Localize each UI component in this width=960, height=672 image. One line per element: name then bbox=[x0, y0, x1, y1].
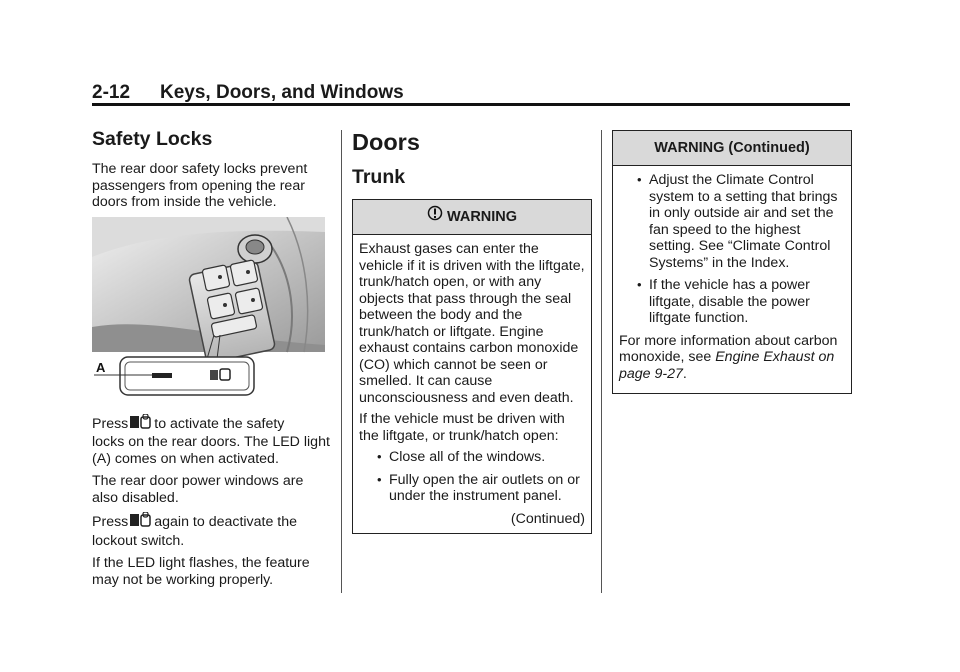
safety-locks-para-3: lockout switch. bbox=[92, 532, 185, 549]
engine-exhaust-link[interactable]: Engine Exhaust on page 9-27 bbox=[619, 349, 835, 382]
list-item: • If the vehicle has a power liftgate, disable the power liftgate function. bbox=[619, 277, 845, 327]
warning-continued-box bbox=[612, 130, 852, 394]
press-word-1: Press bbox=[92, 415, 129, 432]
list-item: • Fully open the air outlets on or under the instrument panel. bbox=[359, 472, 585, 505]
warning-continued-bullets bbox=[619, 172, 845, 327]
safety-locks-para-2: The rear door power windows are also disabled. bbox=[92, 473, 304, 506]
reference-end-text: . bbox=[682, 365, 687, 382]
warning-box bbox=[352, 199, 592, 534]
list-item: • Close all of the windows. bbox=[359, 449, 585, 466]
press-rest-1: to activate the safety bbox=[154, 415, 285, 432]
list-item: • Adjust the Climate Control system to a setting that brings in only outside air and set the fan speed to the highest setting. See “Climate Control Systems” in the Index. bbox=[619, 172, 845, 271]
column-divider-1 bbox=[341, 130, 342, 593]
safety-locks-para-1: locks on the rear doors. The LED light (A) comes on when activated. bbox=[92, 434, 330, 467]
column-doors bbox=[352, 127, 592, 534]
continued-note: (Continued) bbox=[510, 510, 585, 527]
warning-body bbox=[353, 235, 591, 533]
safety-locks-para-4: If the LED light flashes, the feature may not be working properly. bbox=[92, 555, 310, 588]
warning-bullet-list bbox=[359, 449, 585, 505]
press-instruction-2 bbox=[92, 512, 332, 533]
press-rest-2: again to deactivate the bbox=[154, 514, 298, 530]
warning-continued-header: WARNING (Continued) bbox=[613, 131, 851, 166]
section-heading-safety-locks: Safety Locks bbox=[92, 128, 213, 150]
press-instruction-1 bbox=[92, 414, 332, 435]
callout-a-label: A bbox=[96, 359, 106, 375]
page-number: 2-12 bbox=[92, 82, 131, 103]
reference-lead-text: For more information about carbon monoxide, see bbox=[619, 332, 838, 365]
chapter-heading-doors: Doors bbox=[352, 129, 420, 155]
warning-header bbox=[353, 200, 591, 235]
window-lockout-icon bbox=[130, 414, 152, 435]
press-word-2: Press bbox=[92, 514, 129, 530]
column-divider-2 bbox=[601, 130, 602, 593]
subheading-trunk: Trunk bbox=[352, 166, 406, 188]
door-panel-drawing bbox=[92, 217, 325, 402]
column-warning-continued bbox=[612, 127, 852, 394]
column-safety-locks bbox=[92, 127, 332, 594]
warning-title: WARNING bbox=[446, 209, 518, 225]
section-title: Keys, Doors, and Windows bbox=[160, 82, 404, 103]
warning-paragraph-1: Exhaust gases can enter the vehicle if it is driven with the liftgate, trunk/hatch open, or with any objects that pass through the seal between the body and the trunk/hatch or liftgate. Engine exhaust contains carbon monoxide (CO) which cannot be seen or smelled. It can cause unconsciousness and even death. bbox=[359, 241, 585, 406]
warning-icon bbox=[427, 200, 443, 234]
safety-locks-intro: The rear door safety locks prevent passengers from opening the rear doors from inside the vehicle. bbox=[92, 161, 308, 210]
header-rule bbox=[92, 103, 850, 106]
warning-paragraph-2: If the vehicle must be driven with the liftgate, or trunk/hatch open: bbox=[359, 411, 565, 444]
carbon-monoxide-reference bbox=[619, 333, 845, 383]
warning-continued-body bbox=[613, 166, 851, 393]
door-switch-illustration bbox=[92, 217, 325, 402]
window-lockout-icon bbox=[130, 512, 152, 533]
